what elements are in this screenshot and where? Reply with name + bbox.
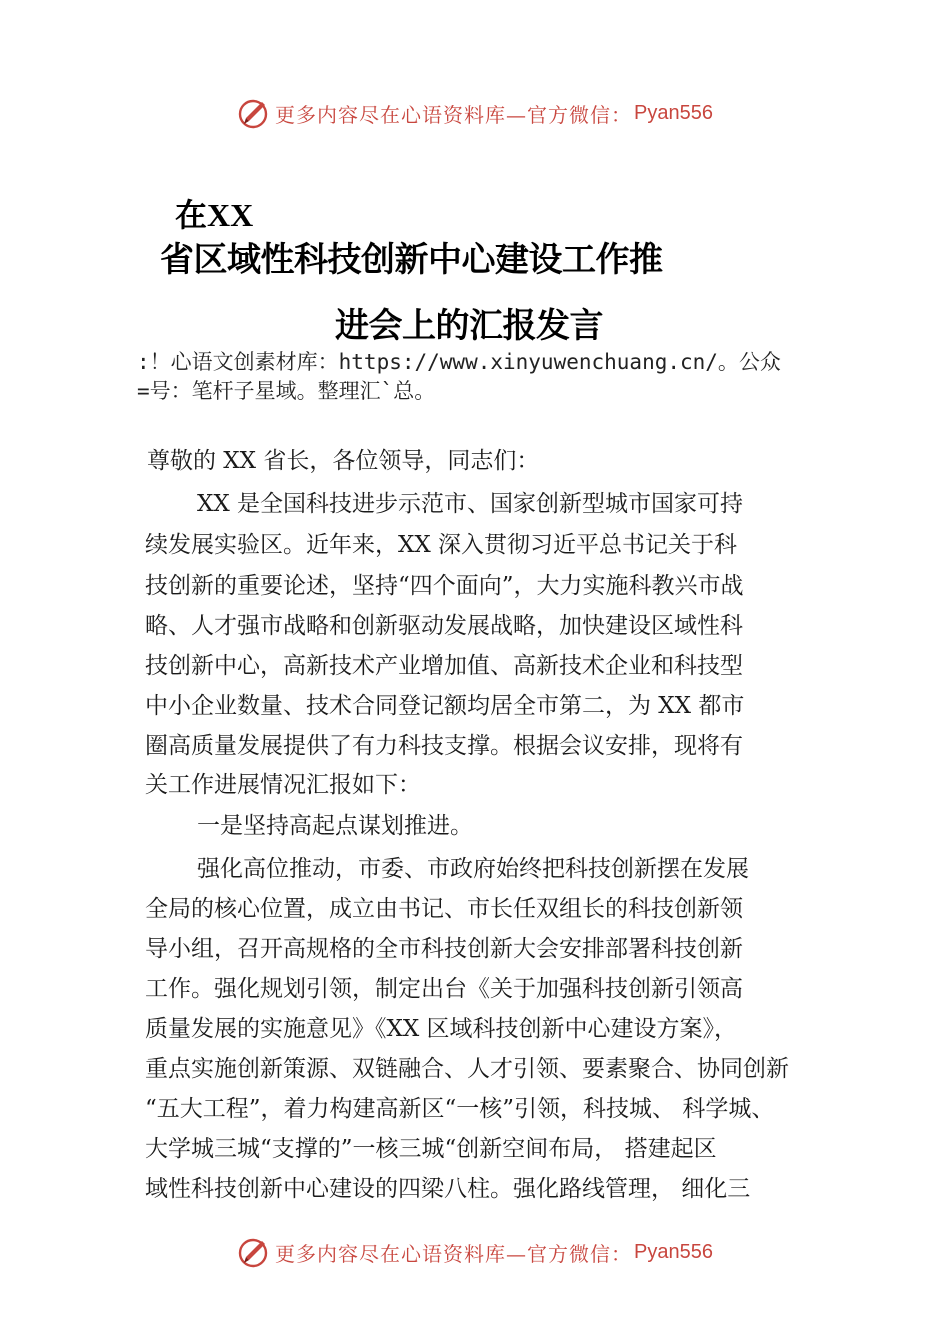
body-line: 关工作进展情况汇报如下： [145,772,421,798]
section-heading: 一是坚持高起点谋划推进。 [197,813,473,839]
body-line: 强化高位推动，市委、市政府始终把科技创新摆在发展 [197,856,749,882]
body-line: 技创新中心，高新技术产业增加值、高新技术企业和科技型 [145,653,743,679]
watermark-wechat-id: Pyan556 [634,1240,713,1263]
body-line: 中小企业数量、技术合同登记额均居全市第二，为 XX 都市 [145,693,745,719]
pen-logo-icon [237,1235,271,1269]
watermark-text: 更多内容尽在心语资料库—官方微信： [275,1241,633,1266]
title-line-1: 省区域性科技创新中心建设工作推 [160,240,663,280]
body-line: 大学城三城“支撑的”一核三城“创新空间布局， 搭建起区 [145,1136,717,1162]
body-line: 续发展实验区。近年来，XX 深入贯彻习近平总书记关于科 [145,532,738,558]
source-note-line-1: :！心语文创素材库：https://www.xinyuwenchuang.cn/。公众 [137,350,781,374]
salutation: 尊敬的 XX 省长，各位领导，同志们： [147,448,540,474]
body-line: 导小组，召开高规格的全市科技创新大会安排部署科技创新 [145,936,743,962]
footer-watermark [0,1232,950,1272]
pen-logo-icon [237,96,271,130]
body-line: 全局的核心位置，成立由书记、市长任双组长的科技创新领 [145,896,743,922]
body-line: 工作。强化规划引领，制定出台《关于加强科技创新引领高 [145,976,743,1002]
body-line: 域性科技创新中心建设的四梁八柱。强化路线管理， 细化三 [145,1176,751,1202]
title-line-2: 进会上的汇报发言 [335,306,603,346]
body-line: XX 是全国科技进步示范市、国家创新型城市国家可持 [197,491,744,517]
body-line: 略、人才强市战略和创新驱动发展战略，加快建设区域性科 [145,613,743,639]
body-line: 重点实施创新策源、双链融合、人才引领、要素聚合、协同创新 [145,1056,789,1082]
watermark-wechat-id: Pyan556 [634,101,713,124]
title-prefix: 在XX [175,197,254,233]
body-line: 质量发展的实施意见》《XX 区域科技创新中心建设方案》， [145,1016,738,1042]
body-line: 圈高质量发展提供了有力科技支撑。根据会议安排，现将有 [145,733,743,759]
watermark-text: 更多内容尽在心语资料库—官方微信： [275,102,633,127]
header-watermark [0,93,950,133]
source-note-line-2: =号：笔杆子星域。整理汇`总。 [137,379,436,403]
body-line: 技创新的重要论述，坚持“四个面向”，大力实施科教兴市战 [145,573,744,599]
body-line: “五大工程”，着力构建高新区“一核”引领，科技城、 科学城、 [145,1096,775,1122]
